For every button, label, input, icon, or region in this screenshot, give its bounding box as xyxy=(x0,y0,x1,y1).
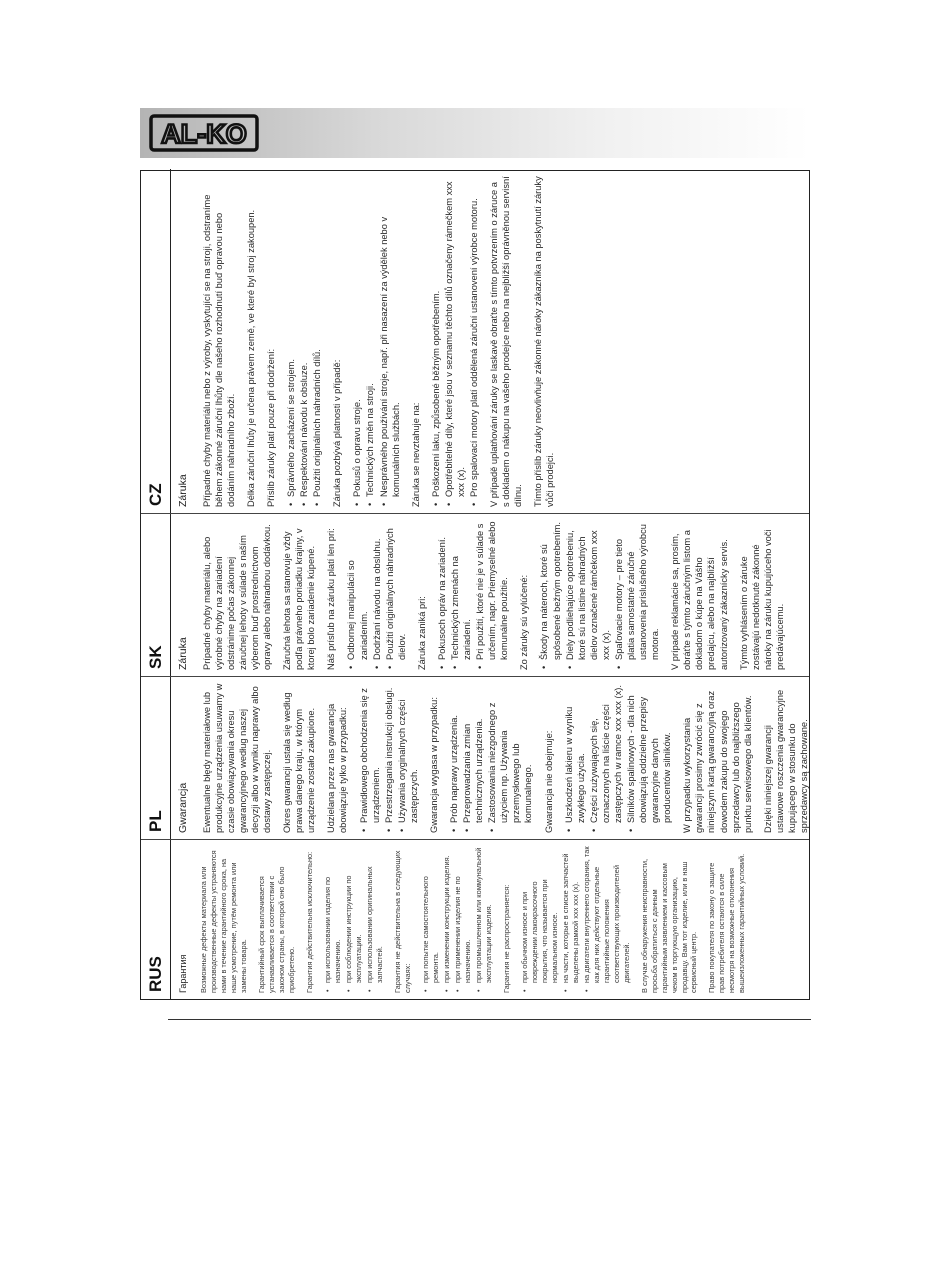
section-title: Záruka xyxy=(177,474,189,507)
column-pl xyxy=(171,677,809,840)
bullet-list xyxy=(436,520,510,670)
column-sk xyxy=(171,514,809,677)
column-header-rus: RUS xyxy=(146,956,165,992)
list-item: • при использовании оригинальных запчастей. xyxy=(365,846,385,983)
footer-rule xyxy=(168,1019,811,1020)
paragraph: Zo záruky sú vylúčené: xyxy=(519,574,530,670)
paragraph: Право покупателя по закону о защите прав потребителя остаются в силе несмотря на возможные отклонения вышеизложенных гарантийных условий. xyxy=(707,853,747,993)
column-header-pl: PL xyxy=(141,677,171,840)
list-item: • Technických zmenách na zariadení. xyxy=(449,520,473,660)
list-item: • Nesprávného používání stroje, např. při nasazení za výdělek nebo v komunálních službách. xyxy=(378,175,402,497)
list-item: • Diely podliehajúce opotrebeniu, ktoré sú na listine náhradných dielov označené rámčekom xxx xxx (x). xyxy=(564,520,612,660)
list-item: • Prób naprawy urządzenia. xyxy=(448,683,460,823)
list-item: • Przestrzegania instrukcji obsługi. xyxy=(383,683,395,823)
section-title: Záruka xyxy=(177,637,189,670)
list-item: • при обычном износе и при повреждении лакокрасочного покрытия, что называется при нормальном износе. xyxy=(520,846,560,983)
paragraph: Гарантия не действительна в следующих случаях: xyxy=(392,850,412,993)
list-item: • Spaľovacie motory – pre tieto platia samostatné záručné ustanovenia príslušného výrobcu motora. xyxy=(613,520,661,660)
list-item: • при соблюдении инструкции по эксплуатации. xyxy=(344,846,364,983)
paragraph: Záruka se nevztahuje na: xyxy=(410,402,421,507)
list-item: • Použití originálních náhradních dílů. xyxy=(311,175,323,497)
paragraph: Tímto příslib záruky neovlivňuje zákonné nároky zákazníka na poskytnutí záruky vůči prodejci. xyxy=(533,176,556,507)
list-item: • Opotřebitelné díly, které jsou v seznamu těchto dílů označeny rámečkem xxx xxx (x). xyxy=(443,175,467,497)
list-item: • Przeprowadzania zmian technicznych urządzenia. xyxy=(461,683,485,823)
warranty-table xyxy=(140,170,810,1000)
list-item: • Zastosowania niezgodnego z użyciem np. Używania przemysłowego lub komunalnego. xyxy=(486,683,534,823)
bullet-list xyxy=(345,520,407,670)
list-item: • Odbornej manipulácii so zariadením. xyxy=(345,520,369,660)
paragraph: Гарантия действительна исключительно: xyxy=(305,851,314,993)
list-item: • Pokusoch opráv na zariadení. xyxy=(436,520,448,660)
list-item: • Respektování návodu k obsluze. xyxy=(298,175,310,497)
column-header-cz: CZ xyxy=(141,169,171,514)
paragraph: W przypadku wykorzystania gwarancji prosimy zwrócić się z niniejszym kartą gwarancyjną oraz dowodem zakupu do swojego sprzedawcy lub do najbliższego punktu serwisowego dla klientów. xyxy=(682,690,753,833)
paragraph: Záruka zaniká pri: xyxy=(416,596,427,670)
paragraph: Gwarancja nie obejmuje: xyxy=(543,730,554,833)
list-item: • Správného zacházení se strojem. xyxy=(285,175,297,497)
bullet-list xyxy=(351,175,401,507)
table-body-row xyxy=(171,169,809,999)
list-item: • Poškození laku, způsobené běžným opotřebením. xyxy=(430,175,442,497)
paragraph: Dzięki niniejszej gwarancji ustawowe roszczenia gwarancyjne kupującego w stosunku do sprzedawcy są zachowane. xyxy=(762,689,809,833)
paragraph: Ewentualne błędy materiałowe lub produkcyjne urządzenia usuwamy w czasie obowiązywania okresu gwarancyjnego według naszej decyzji albo w wyniku naprawy albo dostawy zastępczej. xyxy=(201,683,273,833)
paragraph: Týmto vyhlásením o záruke zostávajú nedotknuté zákonné nároky na záruku kupujúceho voči predávajúcemu. xyxy=(738,529,785,670)
bullet-list xyxy=(323,846,385,993)
bullet-list xyxy=(448,683,535,833)
column-rus xyxy=(171,840,809,999)
paragraph: V prípade reklamácie sa, prosím, obráťte s týmto záručným listom a dokladom o kúpe na Vášho predajcu, alebo na najbližší autorizovaný zákaznícky servis. xyxy=(670,530,729,670)
list-item: • на двигатели внутреннего сгорания, так как для них действуют отдельные гарантийные положения соответствующих производителей двигателей. xyxy=(582,846,632,983)
bullet-list xyxy=(285,175,323,507)
paragraph: V případě uplatňování záruky se laskavě obraťte s tímto potvrzením o záruce a s dokladem o nákupu na vašeho prodejce nebo na nejbližší oprávněnou servisní dílnu. xyxy=(489,176,524,507)
list-item: • при использовании изделия по назначению. xyxy=(323,846,343,983)
paragraph: В случае обнаружения неисправности, просьба обратиться с данным гарантийным заявлением и кассовым чеком в торгующую организацию, продавцу. Вам тот изделие, или в наш сервисный центр. xyxy=(639,858,699,993)
svg-text:AL-KO: AL-KO xyxy=(161,119,247,149)
paragraph: Гарантийный срок выплачивается устанавливается в соответствии с законом страны, в которой оно было приобретено. xyxy=(257,866,297,993)
bullet-list xyxy=(563,683,674,833)
list-item: • Technických změn na stroji. xyxy=(364,175,376,497)
list-item: • Škody na náteroch, ktoré sú spôsobené bežným opotrebením. xyxy=(538,520,562,660)
list-item: • Použití originálnych náhradných dielov. xyxy=(384,520,408,660)
list-item: • при изменении конструкции изделия. xyxy=(442,846,452,983)
list-item: • Używania oryginalnych części zastępczych. xyxy=(396,683,420,823)
paragraph: Возможные дефекты материала или производственные дефекты устраняются нами в течение гарантийного срока, на наше усмотрение, путём ремонта или замены товара. xyxy=(199,850,249,993)
list-item: • Dodržaní návodu na obsluhu. xyxy=(371,520,383,660)
column-header-sk: SK xyxy=(141,514,171,677)
list-item: • Pri použití, ktoré nie je v súlade s určením, napr. Priemyselné alebo komunálne použitie. xyxy=(474,520,510,660)
list-item: • Uszkodzeń lakieru w wyniku zwykłego użycia. xyxy=(563,683,587,823)
section-title: Гарантия xyxy=(178,954,188,993)
paragraph: Záručná lehota sa stanovuje vždy podľa právneho poriadku krajiny, v ktorej bolo zariadenie kúpené. xyxy=(282,528,317,670)
paragraph: Náš prísľub na záruku platí len pri: xyxy=(326,528,337,670)
bullet-list xyxy=(538,520,661,670)
list-item: • при промышленном или коммунальной эксплуатации изделия. xyxy=(474,846,494,983)
list-item: • Silników spalinowych - dla nich obowiązują oddzielne przepisy gwarancyjne danych producentów silników. xyxy=(625,683,673,823)
list-item: • при попытке самостоятельного ремонта. xyxy=(421,846,441,983)
paragraph: Gwarancja wygasa w przypadku: xyxy=(428,697,439,833)
paragraph: Délka záruční lhůty je určena právem země, ve které byl stroj zakoupen. xyxy=(245,209,256,507)
paragraph: Prípadné chyby materiálu, alebo výrobné chyby na zariadení odstránime počas zákonnej záručnej lehoty v súlade s naším výberom buď prostredníctvom opravy alebo náhradnou dodávkou. xyxy=(201,524,273,670)
list-item: • Pro spalovací motory platí oddělená záruční ustanovení výrobce motoru. xyxy=(468,175,480,497)
list-item: • Części zużywających się, oznaczonych na liście części zastępczych w ramce xxx xxx (x). xyxy=(588,683,624,823)
list-item: • при применении изделия не по назначению. xyxy=(453,846,473,983)
bullet-list xyxy=(358,683,420,833)
paragraph: Záruka pozbývá platnosti v případě: xyxy=(332,359,343,507)
paragraph: Гарантия не распространяется: xyxy=(501,884,511,993)
paragraph: Udzielana przez nas gwarancja obowiązuje tylko w przypadku: xyxy=(326,703,349,833)
bullet-list xyxy=(520,846,632,993)
paragraph: Příslib záruky platí pouze při dodržení: xyxy=(265,348,276,507)
section-title: Gwarancja xyxy=(177,782,189,833)
paragraph: Případné chyby materiálu nebo z výroby, vyskytující se na stroji, odstraníme během zákonné záruční lhůty dle našeho rozhodnutí buď opravou nebo dodáním náhradního zboží. xyxy=(201,194,236,507)
bullet-list xyxy=(430,175,480,507)
list-item: • Pokusů o opravu stroje. xyxy=(351,175,363,497)
list-item: • на части, которые в списке запчастей выделены рамкой xxx xxx (x). xyxy=(561,846,581,983)
table-header-row xyxy=(141,169,171,999)
bullet-list xyxy=(421,846,494,993)
column-cz xyxy=(171,169,809,514)
list-item: • Prawidłowego obchodzenia się z urządzeniem. xyxy=(358,683,382,823)
alko-logo-icon xyxy=(148,112,260,154)
paragraph: Okres gwarancji ustala się według prawa danego kraju, w którym urządzenie zostało zakupione. xyxy=(282,692,317,833)
